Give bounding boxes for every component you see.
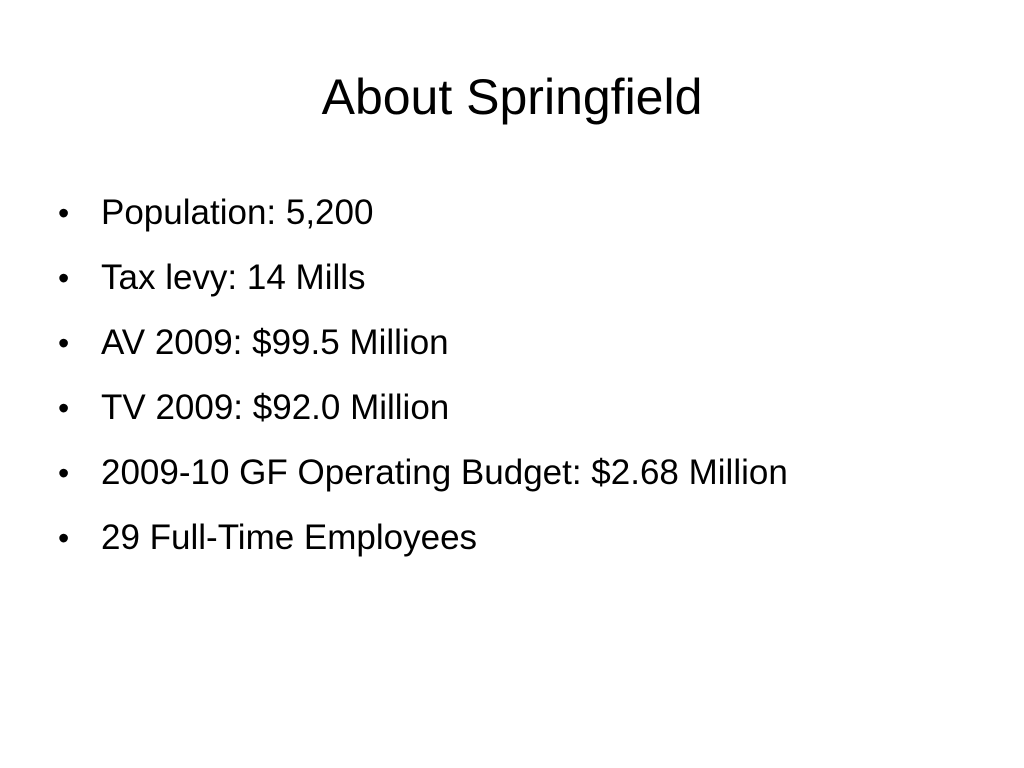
bullet-dot-icon: • — [58, 455, 70, 491]
slide-title: About Springfield — [321, 69, 703, 125]
bullet-text: 29 Full-Time Employees — [101, 518, 478, 557]
bullet-dot-icon: • — [58, 390, 70, 426]
list-item — [58, 184, 978, 249]
bullet-list — [58, 184, 978, 574]
bullet-text: Population: 5,200 — [101, 193, 374, 232]
bullet-text: 2009-10 GF Operating Budget: $2.68 Million — [101, 453, 788, 492]
bullet-text: TV 2009: $92.0 Million — [101, 388, 450, 427]
list-item — [58, 314, 978, 379]
bullet-text: Tax levy: 14 Mills — [101, 258, 366, 297]
list-item — [58, 379, 978, 444]
bullet-dot-icon: • — [58, 520, 70, 556]
list-item — [58, 444, 978, 509]
list-item — [58, 249, 978, 314]
bullet-text: AV 2009: $99.5 Million — [101, 323, 449, 362]
bullet-dot-icon: • — [58, 325, 70, 361]
bullet-dot-icon: • — [58, 260, 70, 296]
list-item — [58, 509, 978, 574]
bullet-dot-icon: • — [58, 195, 70, 231]
